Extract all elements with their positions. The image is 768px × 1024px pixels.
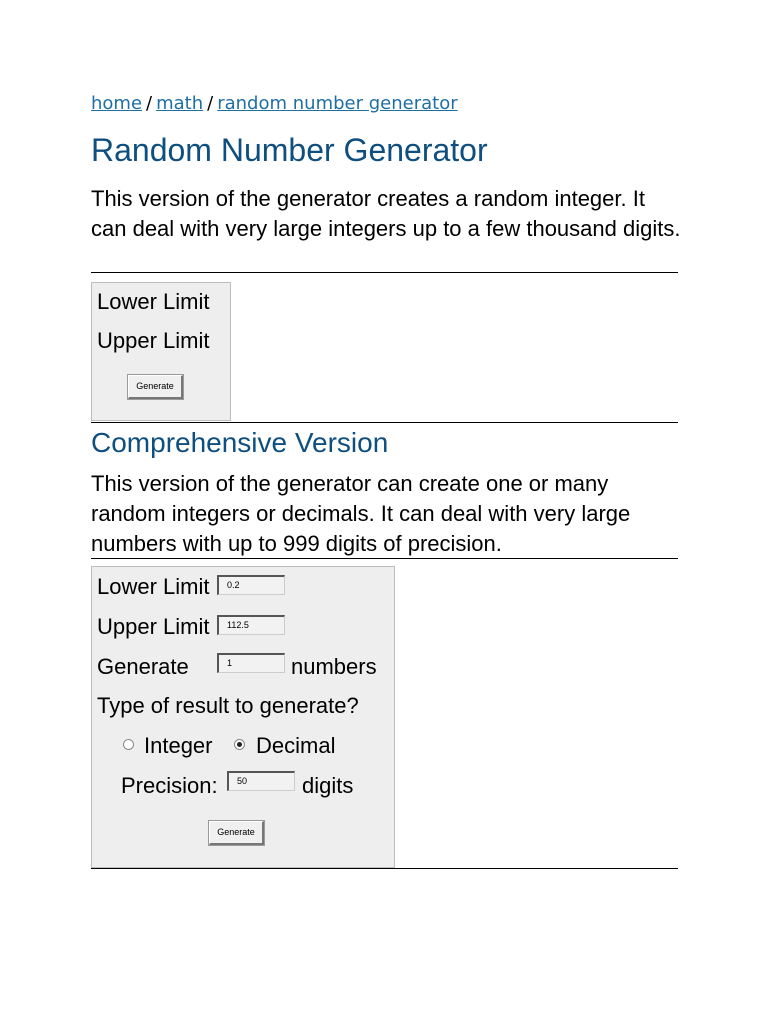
breadcrumb-current-link[interactable]: random number generator (217, 93, 458, 114)
breadcrumb-separator: / (207, 93, 214, 114)
breadcrumb-separator: / (146, 93, 153, 114)
breadcrumb-math-link[interactable]: math (156, 93, 204, 114)
lower-limit-input[interactable]: 0.2 (217, 575, 285, 595)
precision-input[interactable]: 50 (227, 771, 295, 791)
integer-label: Integer (144, 733, 213, 758)
divider (91, 558, 678, 559)
divider (91, 868, 678, 869)
numbers-label: numbers (291, 654, 377, 679)
section-title: Comprehensive Version (91, 427, 389, 458)
breadcrumb-home-link[interactable]: home (91, 93, 143, 114)
decimal-radio[interactable] (234, 739, 245, 750)
comprehensive-generate-button[interactable]: Generate (209, 821, 264, 845)
simple-generator-form (91, 282, 231, 421)
lower-limit-label: Lower Limit (97, 289, 210, 314)
precision-label: Precision: (121, 773, 218, 798)
upper-limit-input[interactable]: 112.5 (217, 615, 285, 635)
decimal-label: Decimal (256, 733, 336, 758)
lower-limit-label: Lower Limit (97, 574, 210, 599)
page-title: Random Number Generator (91, 132, 488, 168)
divider (91, 422, 678, 423)
upper-limit-label: Upper Limit (97, 614, 210, 639)
result-type-question: Type of result to generate? (97, 693, 359, 718)
comprehensive-description: This version of the generator can create one or many random integers or decimals. It can deal with very large numbers with up to 999 digits of precision. (91, 471, 631, 556)
generate-count-label: Generate (97, 654, 189, 679)
simple-description: This version of the generator creates a random integer. It can deal with very large integers up to a few thousand digits. (91, 186, 681, 241)
digits-label: digits (302, 773, 354, 798)
count-input[interactable]: 1 (217, 653, 285, 673)
upper-limit-label: Upper Limit (97, 328, 210, 353)
divider (91, 272, 678, 273)
simple-generate-button[interactable]: Generate (128, 375, 183, 399)
breadcrumb (91, 92, 458, 116)
integer-radio[interactable] (123, 739, 134, 750)
comprehensive-generator-form (91, 566, 395, 868)
